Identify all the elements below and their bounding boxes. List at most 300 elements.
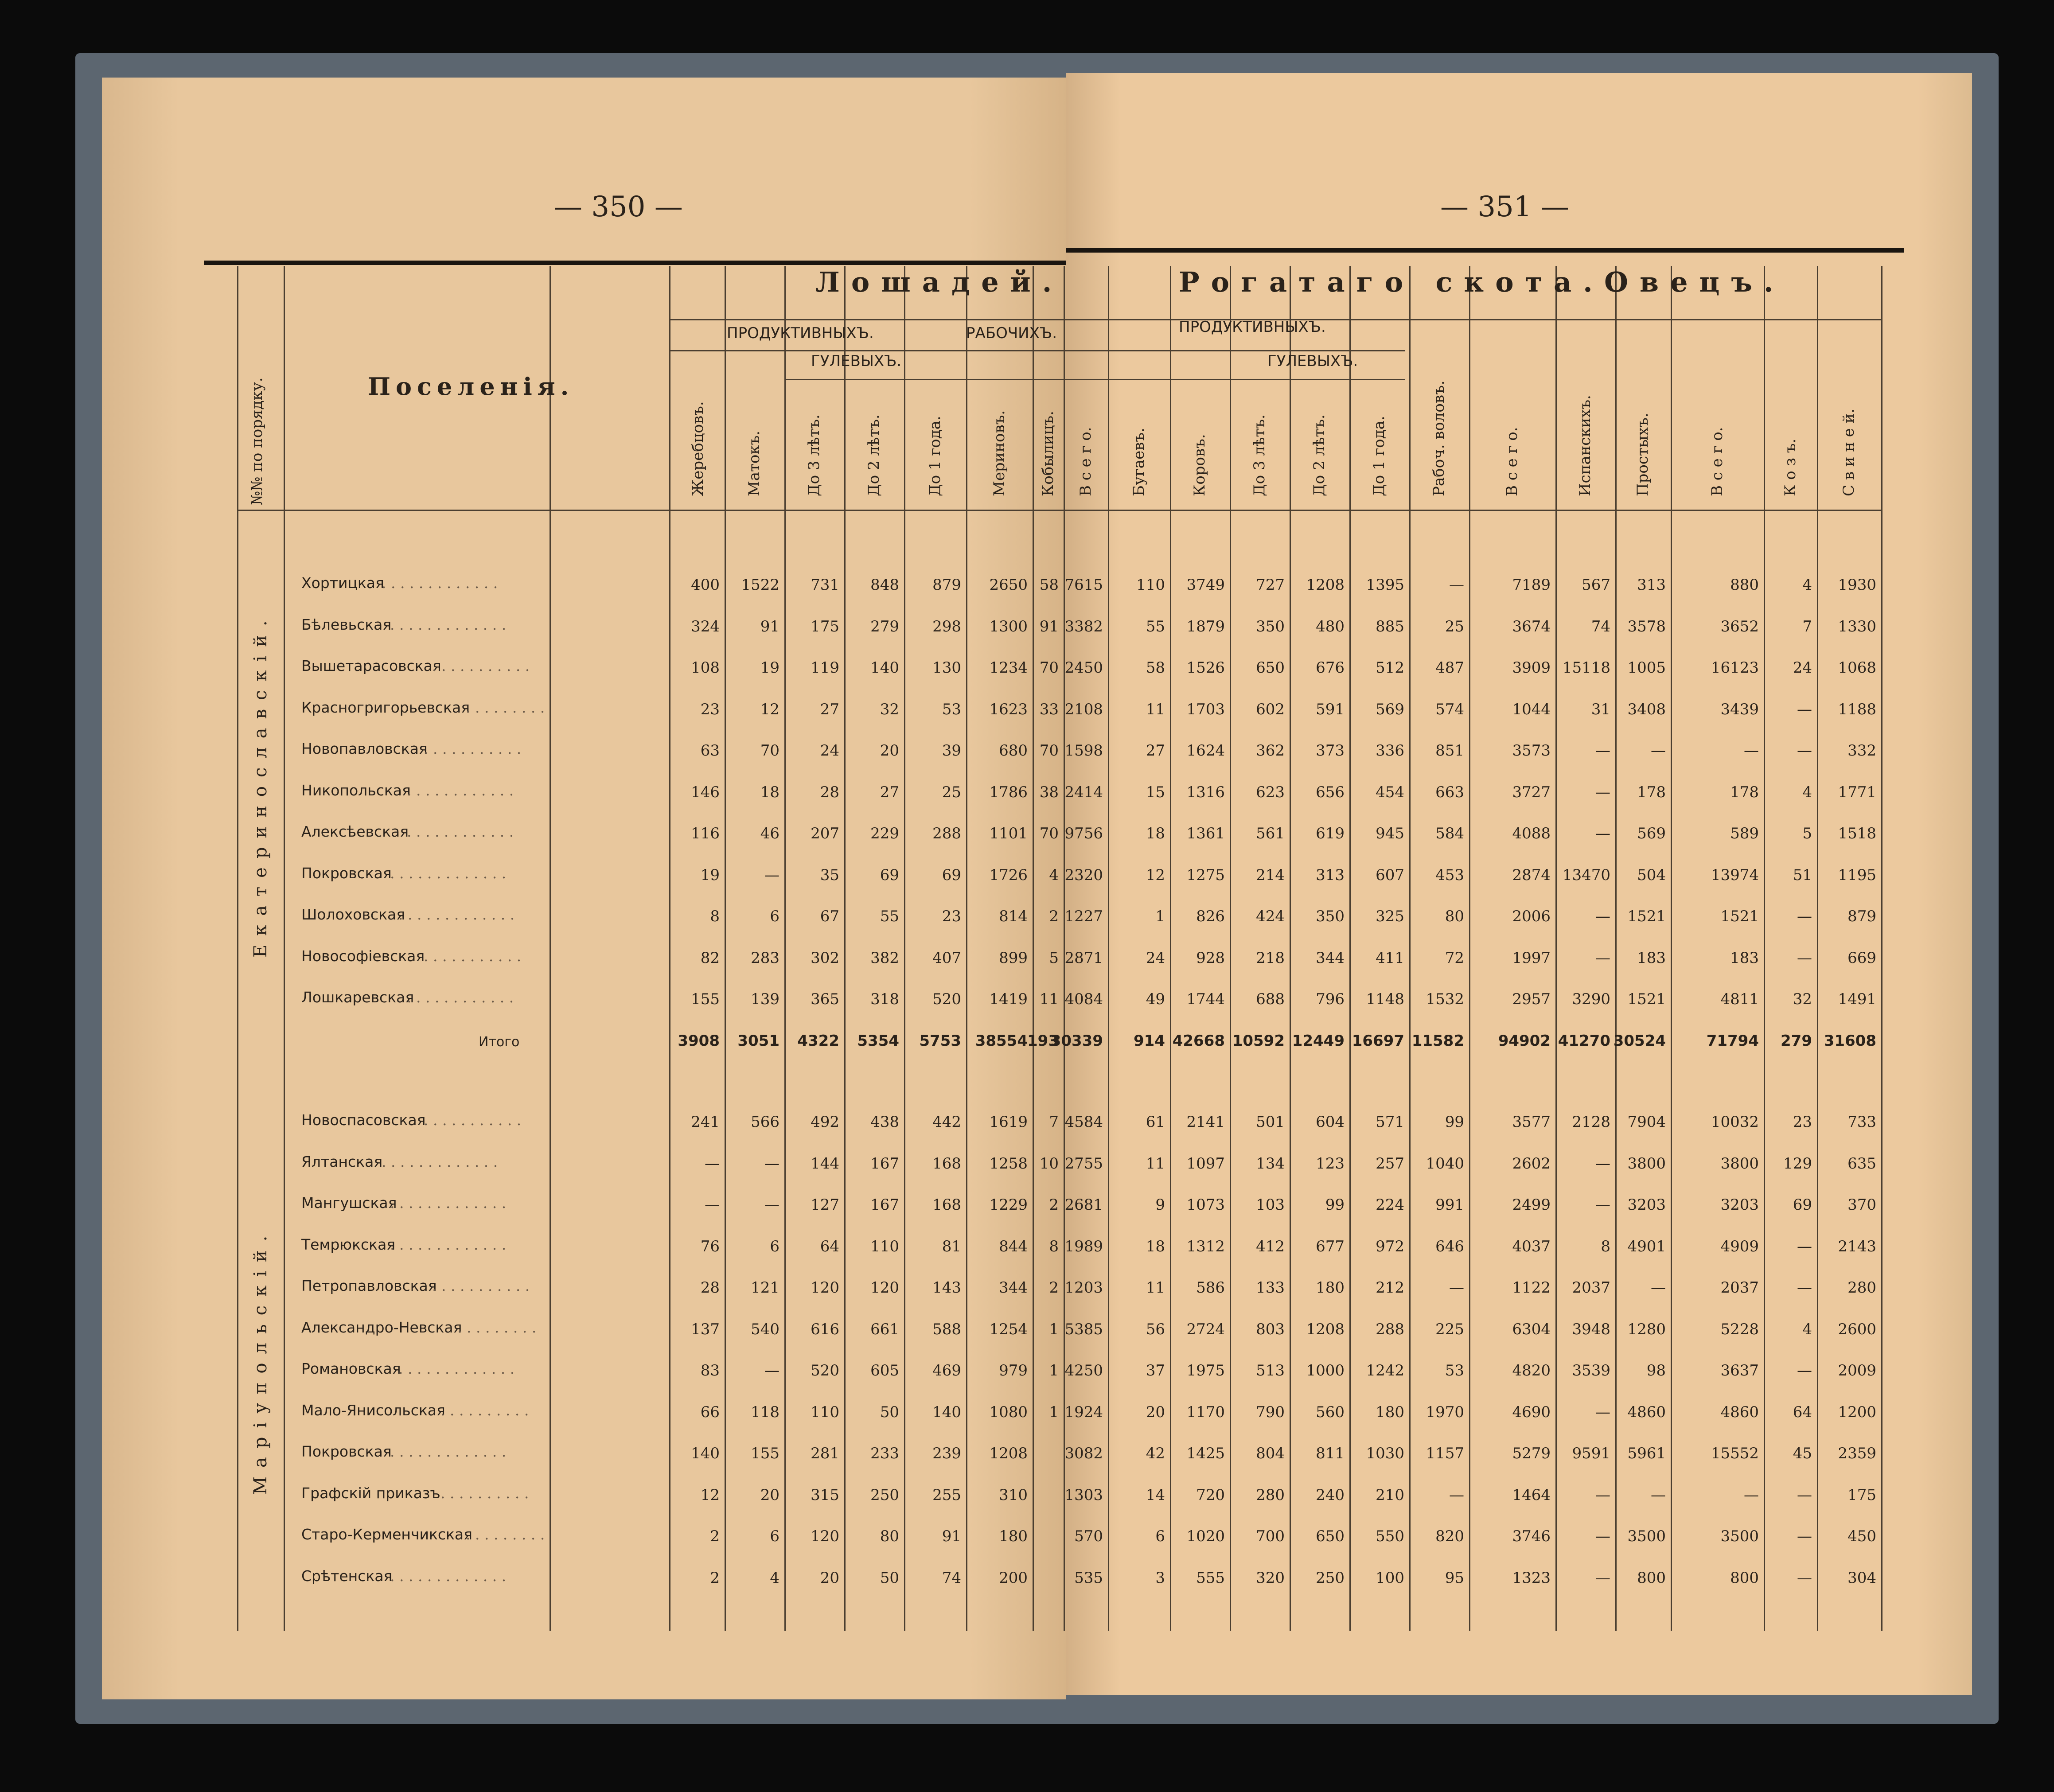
- table-cell: 1312: [1186, 1237, 1225, 1255]
- table-cell: 677: [1316, 1237, 1345, 1255]
- table-cell: 32: [1793, 990, 1812, 1008]
- table-cell: 20: [760, 1486, 780, 1504]
- table-cell: 1: [1155, 908, 1165, 925]
- table-cell: 1254: [989, 1320, 1028, 1338]
- leader-dots: . . . . . . . . . . . . .: [390, 1567, 507, 1585]
- table-cell: 512: [1376, 659, 1404, 677]
- table-cell: 288: [1376, 1320, 1404, 1338]
- leader-dots: . . . . . . . . . . . . .: [390, 1235, 507, 1253]
- table-cell: 365: [811, 990, 839, 1008]
- column-header: До 2 лѣтъ.: [865, 414, 883, 496]
- table-cell: 7615: [1064, 576, 1103, 594]
- header-gulevykh-line: [784, 379, 1405, 380]
- table-cell: 14: [1146, 1486, 1165, 1504]
- column-header: К о з ъ.: [1781, 438, 1799, 496]
- table-cell: 3500: [1627, 1527, 1666, 1545]
- table-cell: 2724: [1186, 1320, 1225, 1338]
- table-column-divider: [1290, 266, 1291, 1631]
- table-cell: 680: [999, 742, 1028, 760]
- table-cell: 25: [942, 783, 961, 801]
- table-cell: 411: [1376, 949, 1404, 967]
- table-cell: 45: [1793, 1445, 1812, 1462]
- table-cell: —: [1797, 1237, 1812, 1255]
- table-cell: 50: [880, 1403, 899, 1421]
- table-cell: —: [764, 1196, 780, 1214]
- table-cell: 2: [710, 1569, 720, 1587]
- table-cell: 1234: [989, 659, 1028, 677]
- table-cell: —: [1449, 1486, 1464, 1504]
- table-cell: 350: [1256, 617, 1285, 635]
- table-cell: 83: [700, 1362, 720, 1379]
- total-cell: 71794: [1706, 1032, 1759, 1050]
- column-header: Жеребцовъ.: [689, 401, 707, 496]
- table-cell: 121: [751, 1279, 780, 1297]
- table-cell: 95: [1445, 1569, 1464, 1587]
- total-cell: 3908: [678, 1032, 720, 1050]
- table-cell: 140: [691, 1445, 720, 1462]
- table-cell: 8: [1049, 1237, 1059, 1255]
- table-cell: 3539: [1572, 1362, 1610, 1379]
- leader-dots: . . . . . . . . . . . . .: [398, 1360, 515, 1377]
- table-cell: 535: [1074, 1569, 1103, 1587]
- leader-dots: . . . . . . . . .: [466, 1526, 545, 1543]
- horse-gulevykh-header: ГУЛЕВЫХЪ.: [811, 352, 902, 370]
- table-cell: 24: [1793, 659, 1812, 677]
- table-cell: 31: [1591, 700, 1610, 718]
- column-header: Рабоч. воловъ.: [1430, 380, 1448, 496]
- table-cell: 229: [870, 825, 899, 842]
- table-cell: 7904: [1627, 1113, 1666, 1131]
- table-cell: 63: [700, 742, 720, 760]
- total-cell: 5753: [919, 1032, 961, 1050]
- table-cell: —: [764, 1154, 780, 1173]
- table-cell: 108: [691, 659, 720, 677]
- table-cell: 12: [700, 1486, 720, 1504]
- table-cell: 589: [1730, 825, 1759, 842]
- table-cell: 70: [1039, 659, 1059, 677]
- table-column-divider: [904, 266, 905, 1631]
- table-cell: 15118: [1562, 659, 1610, 677]
- table-cell: 20: [880, 742, 899, 760]
- table-column-divider: [1409, 266, 1411, 1631]
- settlements-header: Поселенія.: [368, 372, 574, 401]
- table-cell: 1419: [989, 990, 1028, 1008]
- table-cell: 650: [1256, 659, 1285, 677]
- table-cell: 1195: [1838, 866, 1876, 884]
- table-cell: 501: [1256, 1113, 1285, 1131]
- table-cell: 1030: [1366, 1445, 1404, 1462]
- table-cell: 3800: [1720, 1154, 1759, 1173]
- table-cell: 561: [1256, 825, 1285, 842]
- table-cell: 979: [999, 1362, 1028, 1379]
- table-cell: 727: [1256, 576, 1285, 594]
- table-column-divider: [784, 266, 786, 1631]
- table-cell: 2320: [1064, 866, 1103, 884]
- table-cell: 99: [1325, 1196, 1345, 1214]
- table-cell: 826: [1196, 908, 1225, 925]
- table-cell: 250: [870, 1486, 899, 1504]
- table-cell: 3082: [1064, 1445, 1103, 1462]
- table-cell: 540: [751, 1320, 780, 1338]
- table-cell: 56: [1146, 1320, 1165, 1338]
- table-column-divider: [1615, 266, 1617, 1631]
- table-cell: 700: [1256, 1527, 1285, 1545]
- table-cell: 1521: [1627, 990, 1666, 1008]
- table-cell: —: [1651, 1486, 1666, 1504]
- left-page: [102, 78, 1066, 1699]
- table-cell: 80: [1445, 908, 1464, 925]
- table-cell: 20: [820, 1569, 839, 1587]
- table-cell: 453: [1435, 866, 1464, 884]
- table-cell: 661: [870, 1320, 899, 1338]
- table-cell: 2: [1049, 908, 1059, 925]
- table-cell: 362: [1256, 742, 1285, 760]
- table-cell: —: [1797, 1486, 1812, 1504]
- table-cell: 310: [999, 1486, 1028, 1504]
- table-cell: 72: [1445, 949, 1464, 967]
- table-cell: 3577: [1512, 1113, 1551, 1131]
- settlement-name: Срѣтенская: [301, 1567, 393, 1585]
- table-cell: 1330: [1838, 617, 1876, 635]
- table-cell: 120: [811, 1279, 839, 1297]
- settlement-name: Мало-Янисольская: [301, 1401, 445, 1419]
- table-cell: 1518: [1838, 825, 1876, 842]
- table-cell: 2141: [1186, 1113, 1225, 1131]
- table-cell: 4901: [1627, 1237, 1666, 1255]
- table-cell: 820: [1435, 1527, 1464, 1545]
- settlement-name: Старо-Керменчикская: [301, 1526, 473, 1543]
- table-cell: 91: [760, 617, 780, 635]
- table-cell: 3500: [1720, 1527, 1759, 1545]
- table-cell: 2450: [1064, 659, 1103, 677]
- table-cell: 70: [760, 742, 780, 760]
- total-cell: 4322: [797, 1032, 839, 1050]
- table-cell: 2143: [1838, 1237, 1876, 1255]
- column-header: В с е г о.: [1708, 427, 1726, 496]
- table-cell: 207: [811, 825, 839, 842]
- table-cell: 6: [770, 908, 780, 925]
- leader-dots: . . . . . . . . . . . . .: [390, 1194, 507, 1212]
- row-number-header: №№ по порядку.: [248, 377, 266, 505]
- table-column-divider: [1349, 266, 1351, 1631]
- table-cell: 178: [1730, 783, 1759, 801]
- table-cell: 800: [1637, 1569, 1666, 1587]
- table-cell: —: [1595, 825, 1610, 842]
- table-cell: 18: [1146, 825, 1165, 842]
- table-cell: 1464: [1512, 1486, 1551, 1504]
- table-cell: 99: [1445, 1113, 1464, 1131]
- table-cell: 8: [1601, 1237, 1610, 1255]
- table-cell: —: [1595, 1403, 1610, 1421]
- table-cell: 10032: [1711, 1113, 1759, 1131]
- table-cell: 7: [1802, 617, 1812, 635]
- settlement-name: Темрюкская: [301, 1235, 396, 1253]
- settlement-name: Ялтанская: [301, 1153, 383, 1170]
- table-cell: 183: [1730, 949, 1759, 967]
- table-cell: 180: [1316, 1279, 1345, 1297]
- table-cell: 46: [760, 825, 780, 842]
- table-cell: 1000: [1306, 1362, 1345, 1379]
- table-cell: 120: [811, 1527, 839, 1545]
- table-cell: 144: [811, 1154, 839, 1173]
- table-cell: 1157: [1426, 1445, 1464, 1462]
- table-cell: 1101: [989, 825, 1028, 842]
- table-cell: 4811: [1720, 990, 1759, 1008]
- table-cell: 442: [932, 1113, 961, 1131]
- table-cell: 1044: [1512, 700, 1551, 718]
- table-cell: 318: [870, 990, 899, 1008]
- column-header: До 3 лѣтъ.: [805, 414, 823, 496]
- table-cell: 344: [1316, 949, 1345, 967]
- table-cell: 3749: [1186, 576, 1225, 594]
- table-column-divider: [550, 266, 551, 1631]
- horse-working-header: РАБОЧИХЪ.: [966, 324, 1057, 342]
- table-cell: 324: [691, 617, 720, 635]
- table-cell: 9: [1155, 1196, 1165, 1214]
- table-cell: 3203: [1627, 1196, 1666, 1214]
- table-cell: 3948: [1572, 1320, 1610, 1338]
- table-cell: 336: [1376, 742, 1404, 760]
- total-cell: 38554: [975, 1032, 1028, 1050]
- table-cell: 76: [700, 1237, 720, 1255]
- table-cell: 13974: [1711, 866, 1759, 884]
- table-cell: 623: [1256, 783, 1285, 801]
- table-cell: 3290: [1572, 990, 1610, 1008]
- table-cell: 1: [1049, 1320, 1059, 1338]
- table-cell: 11: [1039, 990, 1059, 1008]
- table-cell: 1227: [1064, 908, 1103, 925]
- leader-dots: . . . . . . . . . . .: [432, 657, 530, 674]
- table-cell: 210: [1376, 1486, 1404, 1504]
- table-cell: 58: [1146, 659, 1165, 677]
- table-cell: 1097: [1186, 1154, 1225, 1173]
- table-cell: 91: [942, 1527, 961, 1545]
- total-cell: 914: [1134, 1032, 1165, 1050]
- table-cell: 344: [999, 1279, 1028, 1297]
- table-cell: 53: [1445, 1362, 1464, 1379]
- table-cell: 1771: [1838, 783, 1876, 801]
- table-cell: 218: [1256, 949, 1285, 967]
- table-cell: 313: [1637, 576, 1666, 594]
- top-rule-right: [1066, 248, 1904, 253]
- sheep-header: Овецъ.: [1604, 266, 1785, 298]
- table-cell: 1300: [989, 617, 1028, 635]
- table-cell: 225: [1435, 1320, 1464, 1338]
- table-column-divider: [1881, 266, 1883, 1631]
- table-cell: 450: [1847, 1527, 1876, 1545]
- total-cell: 42668: [1172, 1032, 1225, 1050]
- table-cell: 1316: [1186, 783, 1225, 801]
- table-cell: 110: [870, 1237, 899, 1255]
- table-cell: 1726: [989, 866, 1028, 884]
- table-cell: 27: [820, 700, 839, 718]
- table-cell: —: [764, 1362, 780, 1379]
- table-cell: 2600: [1838, 1320, 1876, 1338]
- table-cell: 110: [811, 1403, 839, 1421]
- table-cell: 1924: [1064, 1403, 1103, 1421]
- table-cell: —: [1449, 1279, 1464, 1297]
- table-cell: 6: [770, 1237, 780, 1255]
- table-cell: 214: [1256, 866, 1285, 884]
- column-header: До 3 лѣтъ.: [1251, 414, 1268, 496]
- table-cell: 100: [1376, 1569, 1404, 1587]
- table-cell: 899: [999, 949, 1028, 967]
- table-cell: 118: [751, 1403, 780, 1421]
- table-cell: 240: [1316, 1486, 1345, 1504]
- total-cell: 16697: [1352, 1032, 1404, 1050]
- table-cell: 487: [1435, 659, 1464, 677]
- table-cell: 140: [870, 659, 899, 677]
- table-cell: 3578: [1627, 617, 1666, 635]
- table-cell: 281: [811, 1445, 839, 1462]
- table-cell: 1: [1049, 1403, 1059, 1421]
- table-cell: 520: [811, 1362, 839, 1379]
- table-column-divider: [844, 266, 846, 1631]
- table-cell: 605: [870, 1362, 899, 1379]
- table-column-divider: [237, 266, 238, 1631]
- table-cell: 4: [770, 1569, 780, 1587]
- table-cell: 241: [691, 1113, 720, 1131]
- table-cell: 619: [1316, 825, 1345, 842]
- table-cell: 130: [932, 659, 961, 677]
- table-cell: 70: [1039, 825, 1059, 842]
- table-cell: 168: [932, 1154, 961, 1173]
- table-cell: 885: [1376, 617, 1404, 635]
- table-cell: 1930: [1838, 576, 1876, 594]
- table-cell: —: [1595, 1196, 1610, 1214]
- table-cell: 2414: [1064, 783, 1103, 801]
- table-cell: 178: [1637, 783, 1666, 801]
- table-cell: 1521: [1627, 908, 1666, 925]
- table-cell: 4: [1049, 866, 1059, 884]
- header-bottom-line: [237, 510, 1881, 511]
- table-cell: 257: [1376, 1154, 1404, 1173]
- table-cell: 591: [1316, 700, 1345, 718]
- column-header: Испанскихъ.: [1576, 395, 1594, 496]
- settlement-name: Графскій приказъ: [301, 1484, 440, 1502]
- column-header: Коровъ.: [1191, 434, 1208, 496]
- table-cell: 42: [1146, 1445, 1165, 1462]
- table-cell: 180: [999, 1527, 1028, 1545]
- table-cell: 38: [1039, 783, 1059, 801]
- leader-dots: . . . . . . . . . . .: [424, 947, 522, 965]
- table-cell: 2: [1049, 1279, 1059, 1297]
- table-cell: 424: [1256, 908, 1285, 925]
- table-cell: 7: [1049, 1113, 1059, 1131]
- table-cell: 69: [942, 866, 961, 884]
- table-cell: 74: [942, 1569, 961, 1587]
- table-cell: 103: [1256, 1196, 1285, 1214]
- settlement-name: Бѣлевьская: [301, 616, 392, 633]
- table-cell: 23: [1793, 1113, 1812, 1131]
- table-cell: 1997: [1512, 949, 1551, 967]
- table-cell: 3652: [1720, 617, 1759, 635]
- total-cell: 30524: [1613, 1032, 1666, 1050]
- table-cell: 155: [691, 990, 720, 1008]
- table-cell: 224: [1376, 1196, 1404, 1214]
- table-cell: 1040: [1426, 1154, 1464, 1173]
- table-cell: 3382: [1064, 617, 1103, 635]
- table-cell: 119: [811, 659, 839, 677]
- table-cell: 1170: [1186, 1403, 1225, 1421]
- table-cell: 790: [1256, 1403, 1285, 1421]
- column-header: Бугаевъ.: [1130, 428, 1148, 496]
- table-cell: 23: [700, 700, 720, 718]
- table-cell: 1229: [989, 1196, 1028, 1214]
- table-cell: 3408: [1627, 700, 1666, 718]
- table-cell: 1208: [989, 1445, 1028, 1462]
- table-cell: 569: [1376, 700, 1404, 718]
- leader-dots: . . . . . . . . . . . . .: [390, 616, 507, 633]
- table-cell: 5: [1802, 825, 1812, 842]
- leader-dots: . . . . . . . . . . .: [424, 1111, 522, 1129]
- table-cell: 1280: [1627, 1320, 1666, 1338]
- table-cell: 584: [1435, 825, 1464, 842]
- table-cell: 6304: [1512, 1320, 1551, 1338]
- table-cell: 851: [1435, 742, 1464, 760]
- table-cell: 733: [1847, 1113, 1876, 1131]
- table-cell: 11: [1146, 1279, 1165, 1297]
- table-cell: 676: [1316, 659, 1345, 677]
- table-cell: —: [1651, 1279, 1666, 1297]
- table-cell: 4690: [1512, 1403, 1551, 1421]
- table-cell: 571: [1376, 1113, 1404, 1131]
- table-cell: 1989: [1064, 1237, 1103, 1255]
- table-cell: 110: [1136, 576, 1165, 594]
- table-cell: 5385: [1064, 1320, 1103, 1338]
- table-cell: 3: [1155, 1569, 1165, 1587]
- table-cell: 175: [811, 617, 839, 635]
- table-cell: 972: [1376, 1237, 1404, 1255]
- table-cell: 3909: [1512, 659, 1551, 677]
- table-cell: 137: [691, 1320, 720, 1338]
- table-cell: 3746: [1512, 1527, 1551, 1545]
- leader-dots: . . . . . . . . . . . . .: [382, 574, 498, 592]
- table-cell: 82: [700, 949, 720, 967]
- table-cell: 250: [1316, 1569, 1345, 1587]
- total-cell: 41270: [1558, 1032, 1610, 1050]
- total-cell: 11582: [1411, 1032, 1464, 1050]
- table-cell: 255: [932, 1486, 961, 1504]
- table-cell: 2874: [1512, 866, 1551, 884]
- table-cell: 616: [811, 1320, 839, 1338]
- table-cell: 3637: [1720, 1362, 1759, 1379]
- column-header: Кобылицъ.: [1039, 411, 1057, 496]
- table-cell: 879: [1847, 908, 1876, 925]
- table-cell: 123: [1316, 1154, 1345, 1173]
- table-cell: 1242: [1366, 1362, 1404, 1379]
- table-cell: 212: [1376, 1279, 1404, 1297]
- table-cell: 803: [1256, 1320, 1285, 1338]
- table-cell: 3439: [1720, 700, 1759, 718]
- table-cell: 1188: [1838, 700, 1876, 718]
- table-cell: 2602: [1512, 1154, 1551, 1173]
- table-cell: 70: [1039, 742, 1059, 760]
- total-cell: 3051: [737, 1032, 780, 1050]
- table-cell: 64: [1793, 1403, 1812, 1421]
- settlement-name: Романовская: [301, 1360, 401, 1377]
- table-cell: 370: [1847, 1196, 1876, 1214]
- table-cell: 811: [1316, 1445, 1345, 1462]
- table-cell: 233: [870, 1445, 899, 1462]
- table-cell: 127: [811, 1196, 839, 1214]
- table-cell: 32: [880, 700, 899, 718]
- table-cell: 39: [942, 742, 961, 760]
- table-cell: 480: [1316, 617, 1345, 635]
- total-label: Итого: [479, 1034, 520, 1050]
- table-cell: 5279: [1512, 1445, 1551, 1462]
- table-cell: 2650: [989, 576, 1028, 594]
